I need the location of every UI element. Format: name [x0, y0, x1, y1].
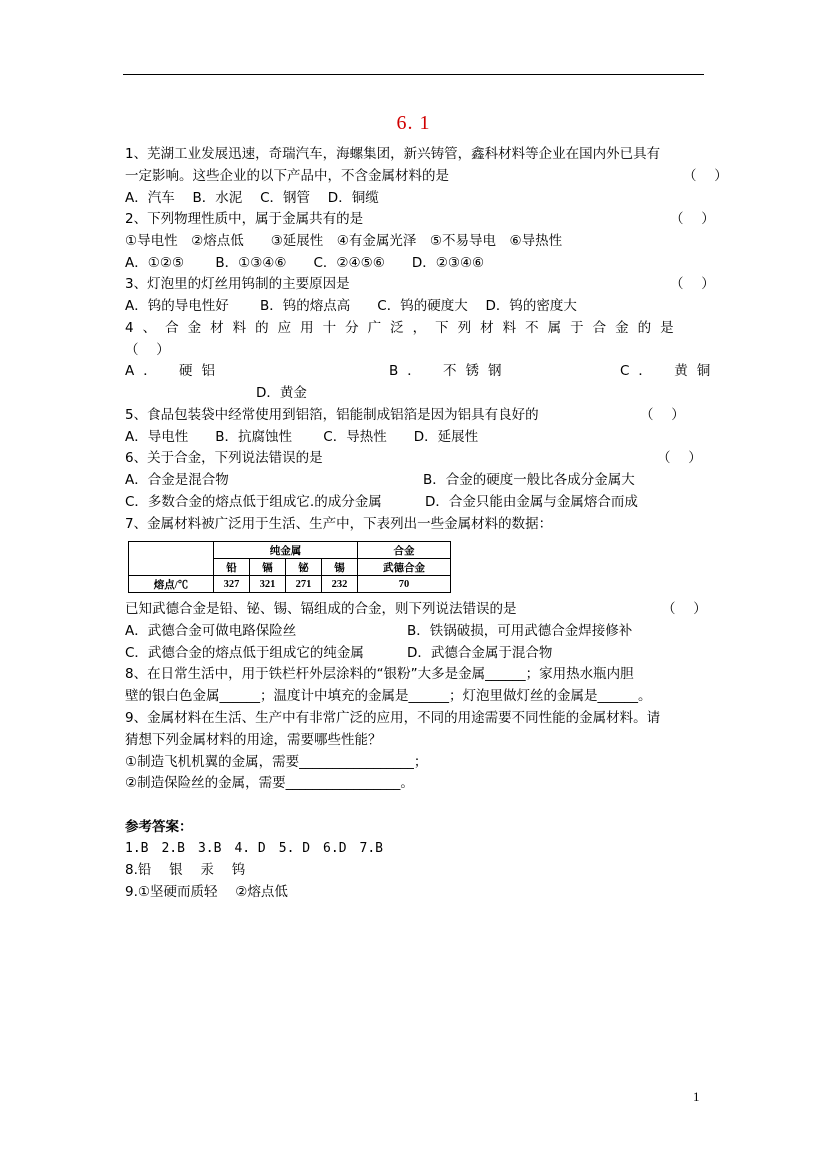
q4-stem: 4、合金材料的应用十分广泛，下列材料不属于合金的是 [125, 320, 683, 336]
q1-answer-paren: （ ） [683, 168, 728, 184]
page-number: 1 [693, 1089, 700, 1104]
q6-option-b: B．合金的硬度一般比各成分金属大 [423, 472, 635, 488]
header-rule [123, 74, 704, 75]
table-cell: 232 [322, 576, 358, 593]
q7-option-b: B．铁锅破损，可用武德合金焊接修补 [407, 623, 633, 639]
table-alloy-header: 武德合金 [358, 559, 451, 576]
q2-stem: 2、下列物理性质中，属于金属共有的是 [125, 211, 364, 227]
table-cell: 271 [286, 576, 322, 593]
q1-line2: 一定影响。这些企业的以下产品中，不含金属材料的是 [125, 168, 449, 184]
q7-option-c: C．武德合金的熔点低于组成它的纯金属 [125, 645, 364, 661]
q4-option-a: A． 硬铝 [125, 363, 225, 379]
table-corner-cell [129, 542, 214, 576]
q2-properties: ①导电性 ②熔点低 ③延展性 ④有金属光泽 ⑤不易导电 ⑥导热性 [125, 233, 563, 249]
q7-stem: 7、金属材料被广泛用于生活、生产中，下表列出一些金属材料的数据： [125, 516, 553, 532]
q2-answer-paren: （ ） [670, 211, 715, 227]
q9-line1: 9、金属材料在生活、生产中有非常广泛的应用，不同的用途需要不同性能的金属材料。请 [125, 710, 661, 726]
q6-answer-paren: （ ） [657, 450, 702, 466]
q6-stem: 6、关于合金，下列说法错误的是 [125, 450, 323, 466]
table-row-label: 熔点/℃ [129, 576, 214, 593]
answers-line3: 9.①坚硬而质轻 ②熔点低 [125, 884, 288, 900]
answers-heading: 参考答案： [125, 819, 193, 835]
q9-line2: 猜想下列金属材料的用途，需要哪些性能？ [125, 732, 382, 748]
q3-options: A．钨的导电性好 B．钨的熔点高 C．钨的硬度大 D．钨的密度大 [125, 298, 577, 314]
q6-option-a: A．合金是混合物 [125, 472, 229, 488]
q9-item2: ②制造保险丝的金属，需要_________________。 [125, 775, 414, 791]
q7-answer-paren: （ ） [662, 601, 707, 617]
table-metal-header: 锡 [322, 559, 358, 576]
q5-stem: 5、食品包装袋中经常使用到铝箔，铝能制成铝箔是因为铝具有良好的 [125, 407, 539, 423]
table-cell: 321 [250, 576, 286, 593]
table-metal-header: 镉 [250, 559, 286, 576]
q5-options: A．导电性 B．抗腐蚀性 C．导热性 D．延展性 [125, 429, 479, 445]
q8-line2: 壁的银白色金属______；温度计中填充的金属是______；灯泡里做灯丝的金属是______。 [125, 688, 652, 704]
q9-item1: ①制造飞机机翼的金属，需要_________________； [125, 754, 428, 770]
table-metal-header: 铅 [214, 559, 250, 576]
q4-option-b: B． 不锈钢 [389, 363, 511, 379]
q5-answer-paren: （ ） [640, 407, 685, 423]
answers-line1: 1.B 2.B 3.B 4. D 5. D 6.D 7.B [125, 841, 384, 856]
q4-option-d: D．黄金 [256, 385, 307, 401]
q4-option-c: C． 黄铜 [620, 363, 720, 379]
q7-follow-up: 已知武德合金是铅、铋、锡、镉组成的合金，则下列说法错误的是 [125, 601, 517, 617]
table-cell: 70 [358, 576, 451, 593]
table-group-pure-metal: 纯金属 [214, 542, 358, 559]
q3-stem: 3、灯泡里的灯丝用钨制的主要原因是 [125, 276, 350, 292]
q1-options: A．汽车 B．水泥 C．钢管 D．铜缆 [125, 190, 379, 206]
melting-point-table [128, 541, 451, 593]
answers-line2: 8.铅 银 汞 钨 [125, 862, 246, 878]
q1-line1: 1、芜湖工业发展迅速，奇瑞汽车，海螺集团，新兴铸管，鑫科材料等企业在国内外已具有 [125, 146, 661, 162]
q8-line1: 8、在日常生活中，用于铁栏杆外层涂料的“银粉”大多是金属______；家用热水瓶内胆 [125, 666, 634, 682]
table-group-alloy: 合金 [358, 542, 451, 559]
q4-answer-paren: （ ） [125, 342, 170, 358]
table-cell: 327 [214, 576, 250, 593]
q6-option-c: C．多数合金的熔点低于组成它.的成分金属 [125, 494, 382, 510]
q2-options: A．①②⑤ B．①③④⑥ C．②④⑤⑥ D．②③④⑥ [125, 255, 485, 271]
page-title: 6. 1 [396, 112, 431, 134]
q7-option-a: A．武德合金可做电路保险丝 [125, 623, 297, 639]
q7-option-d: D．武德合金属于混合物 [407, 645, 553, 661]
q6-option-d: D．合金只能由金属与金属熔合而成 [425, 494, 638, 510]
q3-answer-paren: （ ） [670, 276, 715, 292]
table-metal-header: 铋 [286, 559, 322, 576]
